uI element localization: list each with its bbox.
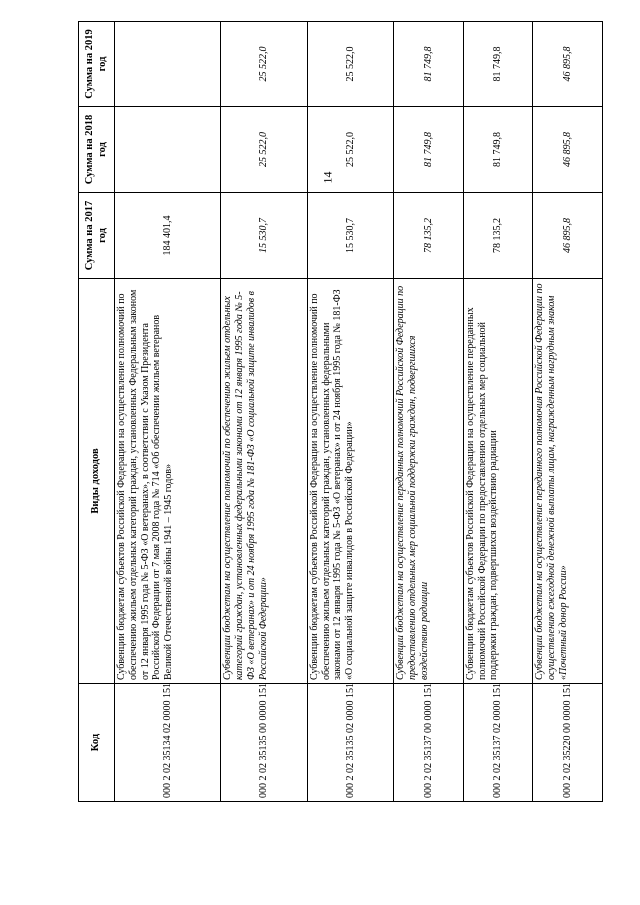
value-2017-cell: 46 895,8 (533, 193, 603, 279)
description-cell: Субвенции бюджетам на осуществление полномочий по обеспечению жильем отдельных категорий граждан, установленных федеральными законами от 12 января 1995 года № 5-ФЗ «О ветеранах» и от 24 ноября 1995 года № 181-ФЗ «О социальной защите инвалидов в Российской Федерации» (221, 279, 307, 684)
description-cell: Субвенции бюджетам субъектов Российской Федерации на осуществление полномочий по обеспечению жильем отдельных категорий граждан, установленных федеральными законами от 12 января 1995 года № 5-ФЗ «О ветеранах» и от 24 ноября 1995 года № 181-ФЗ «О социальной защите инвалидов в Российской Федерации» (307, 279, 393, 684)
description-cell: Субвенции бюджетам на осуществление переданного полномочия Российской Федерации по осуществлению ежегодной денежной выплаты лицам, награжденным нагрудным знаком «Почетный донор России» (533, 279, 603, 684)
code-cell: 000 2 02 35137 02 0000 151 (463, 684, 533, 802)
code-cell: 000 2 02 35134 02 0000 151 (115, 684, 221, 802)
rotated-table-container (78, 22, 603, 802)
value-2019-cell (115, 22, 221, 107)
code-cell: 000 2 02 35220 00 0000 151 (533, 684, 603, 802)
description-cell: Субвенции бюджетам субъектов Российской Федерации на осуществление полномочий по обеспечению жильем отдельных категорий граждан, установленных Федеральным законом от 12 января 1995 года № 5-ФЗ «О ветеранах», в соответствии с Указом Президента Российской Федерации от 7 мая 2008 года № 714 «Об обеспечении жильем ветеранов Великой Отечественной войны 1941 – 1945 годов» (115, 279, 221, 684)
description-cell: Субвенции бюджетам субъектов Российской Федерации на осуществление переданных полномочий Российской Федерации по предоставлению отдельных мер социальной поддержки граждан, подвергшихся воздействию радиации (463, 279, 533, 684)
page-number: 14 (320, 171, 335, 184)
value-2017-cell: 15 530,7 (307, 193, 393, 279)
value-2019-cell: 25 522,0 (307, 22, 393, 107)
value-2017-cell: 184 401,4 (115, 193, 221, 279)
header-sum-2019: Сумма на 2019 год (79, 22, 115, 107)
code-cell: 000 2 02 35137 00 0000 151 (394, 684, 464, 802)
value-2018-cell: 25 522,0 (307, 107, 393, 193)
header-sum-2018: Сумма на 2018 год (79, 107, 115, 193)
revenue-table (78, 21, 603, 802)
description-cell: Субвенции бюджетам на осуществление переданных полномочий Российской Федерации по предоставлению отдельных мер социальной поддержки граждан, подвергшихся воздействию радиации (394, 279, 464, 684)
table-row (394, 22, 464, 802)
table-row (463, 22, 533, 802)
value-2017-cell: 15 530,7 (221, 193, 307, 279)
value-2018-cell: 81 749,8 (463, 107, 533, 193)
value-2018-cell (115, 107, 221, 193)
code-cell: 000 2 02 35135 00 0000 151 (221, 684, 307, 802)
table-row (221, 22, 307, 802)
code-cell: 000 2 02 35135 02 0000 151 (307, 684, 393, 802)
value-2019-cell: 81 749,8 (463, 22, 533, 107)
table-row (115, 22, 221, 802)
header-types: Виды доходов (79, 279, 115, 684)
value-2019-cell: 25 522,0 (221, 22, 307, 107)
header-code: Код (79, 684, 115, 802)
table-row (307, 22, 393, 802)
value-2017-cell: 78 135,2 (394, 193, 464, 279)
value-2018-cell: 81 749,8 (394, 107, 464, 193)
value-2018-cell: 25 522,0 (221, 107, 307, 193)
value-2018-cell: 46 895,8 (533, 107, 603, 193)
table-row (533, 22, 603, 802)
value-2019-cell: 46 895,8 (533, 22, 603, 107)
header-row (79, 22, 115, 802)
value-2019-cell: 81 749,8 (394, 22, 464, 107)
header-sum-2017: Сумма на 2017 год (79, 193, 115, 279)
value-2017-cell: 78 135,2 (463, 193, 533, 279)
